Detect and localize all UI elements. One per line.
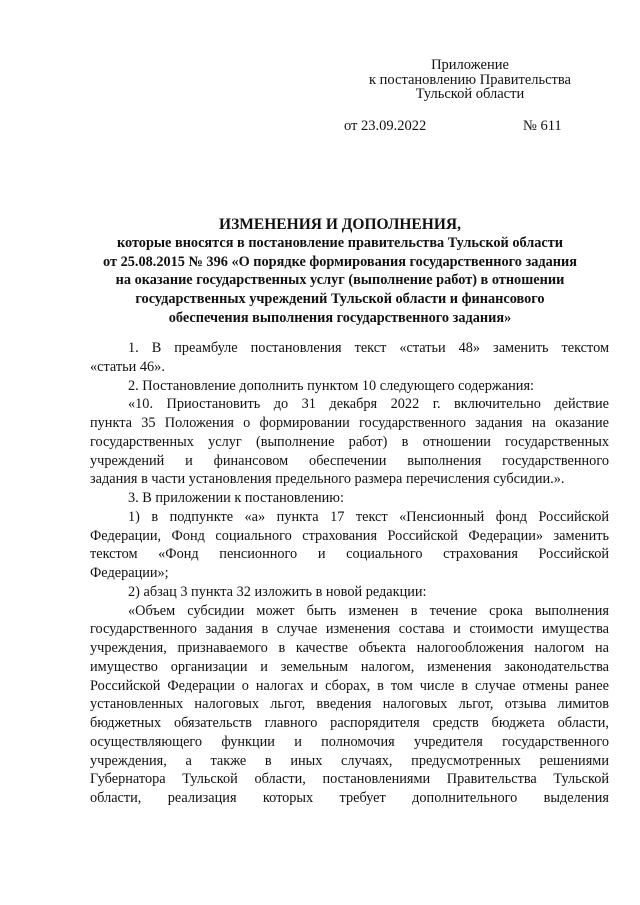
appendix-header <box>330 58 610 102</box>
title-line: государственных учреждений Тульской области и финансового <box>135 291 545 308</box>
body-text-line: «10. Приостановить до 31 декабря 2022 г. включительно действие <box>128 396 609 413</box>
body-text-line: учреждения, признаваемого в качестве объекта налогообложения налогом на <box>90 640 609 656</box>
appendix-header-line: Тульской области <box>415 86 525 102</box>
body-text-line: 3. В приложении к постановлению: <box>128 490 344 506</box>
body-text-line: Федерации, Фонд социального страхования Российской Федерации» заменить <box>90 527 609 544</box>
body-text-line: осуществляющего функции и полномочия учредителя государственного <box>90 733 609 750</box>
body-text-line: государственного задания в случае изменения состава и стоимости имущества <box>90 621 609 638</box>
body-text-line: области, реализация которых требует дополнительного выделения <box>90 790 609 806</box>
appendix-header-line: к постановлению Правительства <box>369 71 571 88</box>
document-date: от 23.09.2022 <box>344 118 427 134</box>
title-line: на оказание государственных услуг (выполнение работ) в отношении <box>115 272 565 289</box>
body-text-line: бюджетных обязательств главного распорядителя средств бюджета области, <box>90 715 609 731</box>
appendix-header-line: Приложение <box>431 57 509 73</box>
body-text-line: 1. В преамбуле постановления текст «статьи 48» заменить текстом <box>128 340 609 356</box>
body-text-line: задания в части установления предельного размера перечисления субсидии.». <box>90 471 565 488</box>
body-text-line: Федерации»; <box>90 565 169 581</box>
title-heading: ИЗМЕНЕНИЯ И ДОПОЛНЕНИЯ, <box>219 216 461 233</box>
document-body <box>90 339 609 808</box>
body-text-line: 2. Постановление дополнить пунктом 10 следующего содержания: <box>128 377 535 394</box>
body-text-line: «Объем субсидии может быть изменен в течение срока выполнения <box>128 602 609 619</box>
body-text-line: учреждений и финансовом обеспечении выполнения государственного <box>90 452 609 469</box>
body-text-line: «статьи 46». <box>90 358 165 375</box>
body-text-line: Российской Федерации о налогах и сборах, в том числе в случае отмены ранее <box>90 677 609 694</box>
body-text-line: учреждения, а также в иных случаях, предусмотренных решениями <box>90 752 609 769</box>
body-text-line: текстом «Фонд пенсионного и социального страхования Российской <box>90 546 609 563</box>
body-text-line: пункта 35 Положения о формировании государственного задания на оказание <box>90 415 609 431</box>
title-line: обеспечения выполнения государственного задания» <box>168 309 512 326</box>
body-text-line: установленных налоговых льгот, введения налоговых льгот, отзыва лимитов <box>90 696 609 713</box>
body-text-line: имущество организации и земельным налогом, изменения законодательства <box>90 658 609 675</box>
document-number: № 611 <box>523 118 562 134</box>
body-text-line: Губернатора Тульской области, постановлениями Правительства Тульской <box>90 771 609 788</box>
body-text-line: государственных услуг (выполнение работ) в отношении государственных <box>90 433 609 450</box>
body-text-line: 2) абзац 3 пункта 32 изложить в новой редакции: <box>128 583 427 600</box>
body-text-line: 1) в подпункте «а» пункта 17 текст «Пенсионный фонд Российской <box>128 508 609 525</box>
document-title <box>70 215 610 328</box>
title-line: от 25.08.2015 № 396 «О порядке формирования государственного задания <box>103 253 577 270</box>
title-line: которые вносятся в постановление правительства Тульской области <box>116 235 564 251</box>
